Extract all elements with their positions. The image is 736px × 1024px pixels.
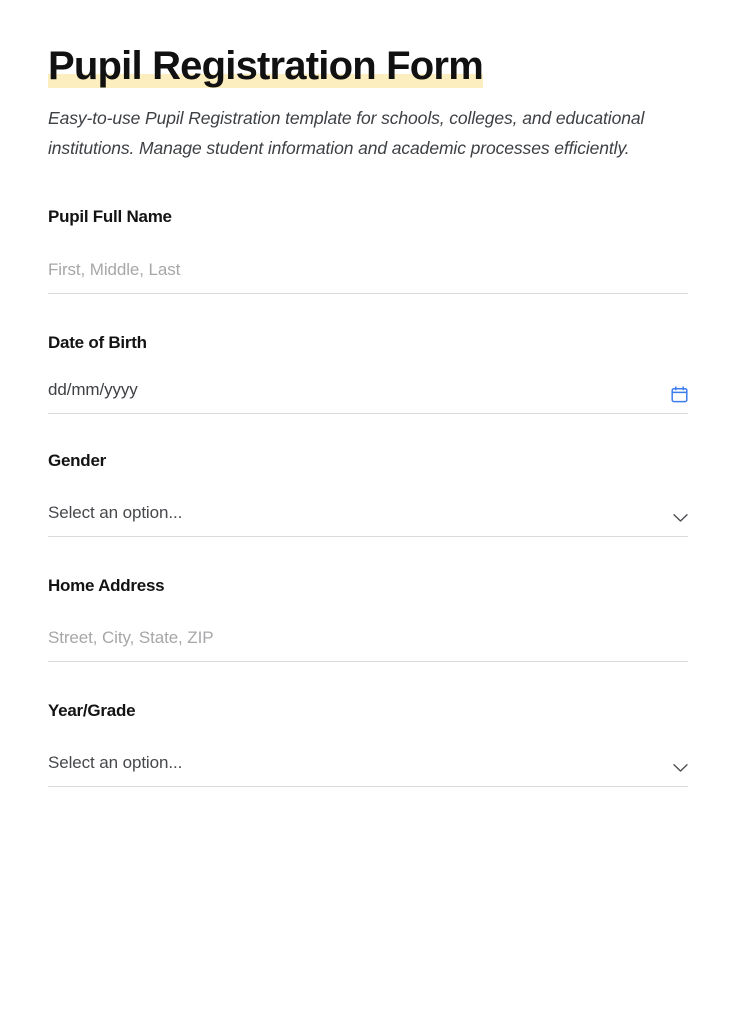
field-label-gender: Gender (48, 450, 107, 470)
field-control-pupil-full-name[interactable] (48, 260, 688, 294)
field-control-home-address[interactable] (48, 628, 688, 662)
chevron-down-icon[interactable] (673, 764, 688, 773)
field-label-year-grade: Year/Grade (48, 700, 136, 720)
date-of-birth-input[interactable]: dd/mm/yyyy (48, 379, 138, 399)
year-grade-select-value: Select an option... (48, 752, 183, 772)
form-title-text: Pupil Registration Form (48, 44, 483, 88)
calendar-icon[interactable] (671, 386, 688, 403)
field-label-home-address: Home Address (48, 575, 165, 595)
field-pupil-full-name (48, 207, 688, 294)
field-gender (48, 451, 688, 537)
page-title (48, 44, 483, 89)
gender-select[interactable] (48, 503, 688, 537)
field-control-date-of-birth[interactable] (48, 380, 688, 414)
year-grade-select[interactable] (48, 753, 688, 787)
chevron-down-icon[interactable] (673, 514, 688, 523)
field-label-pupil-full-name: Pupil Full Name (48, 206, 172, 226)
form-subtitle: Easy-to-use Pupil Registration template for schools, colleges, and educational institutions. Manage student information and academic processes efficiently. (48, 107, 645, 158)
pupil-full-name-input[interactable] (48, 260, 688, 280)
field-label-date-of-birth: Date of Birth (48, 332, 147, 352)
field-year-grade (48, 701, 688, 787)
home-address-input[interactable] (48, 628, 688, 648)
field-date-of-birth (48, 333, 688, 414)
gender-select-value: Select an option... (48, 502, 183, 522)
field-home-address (48, 576, 688, 662)
